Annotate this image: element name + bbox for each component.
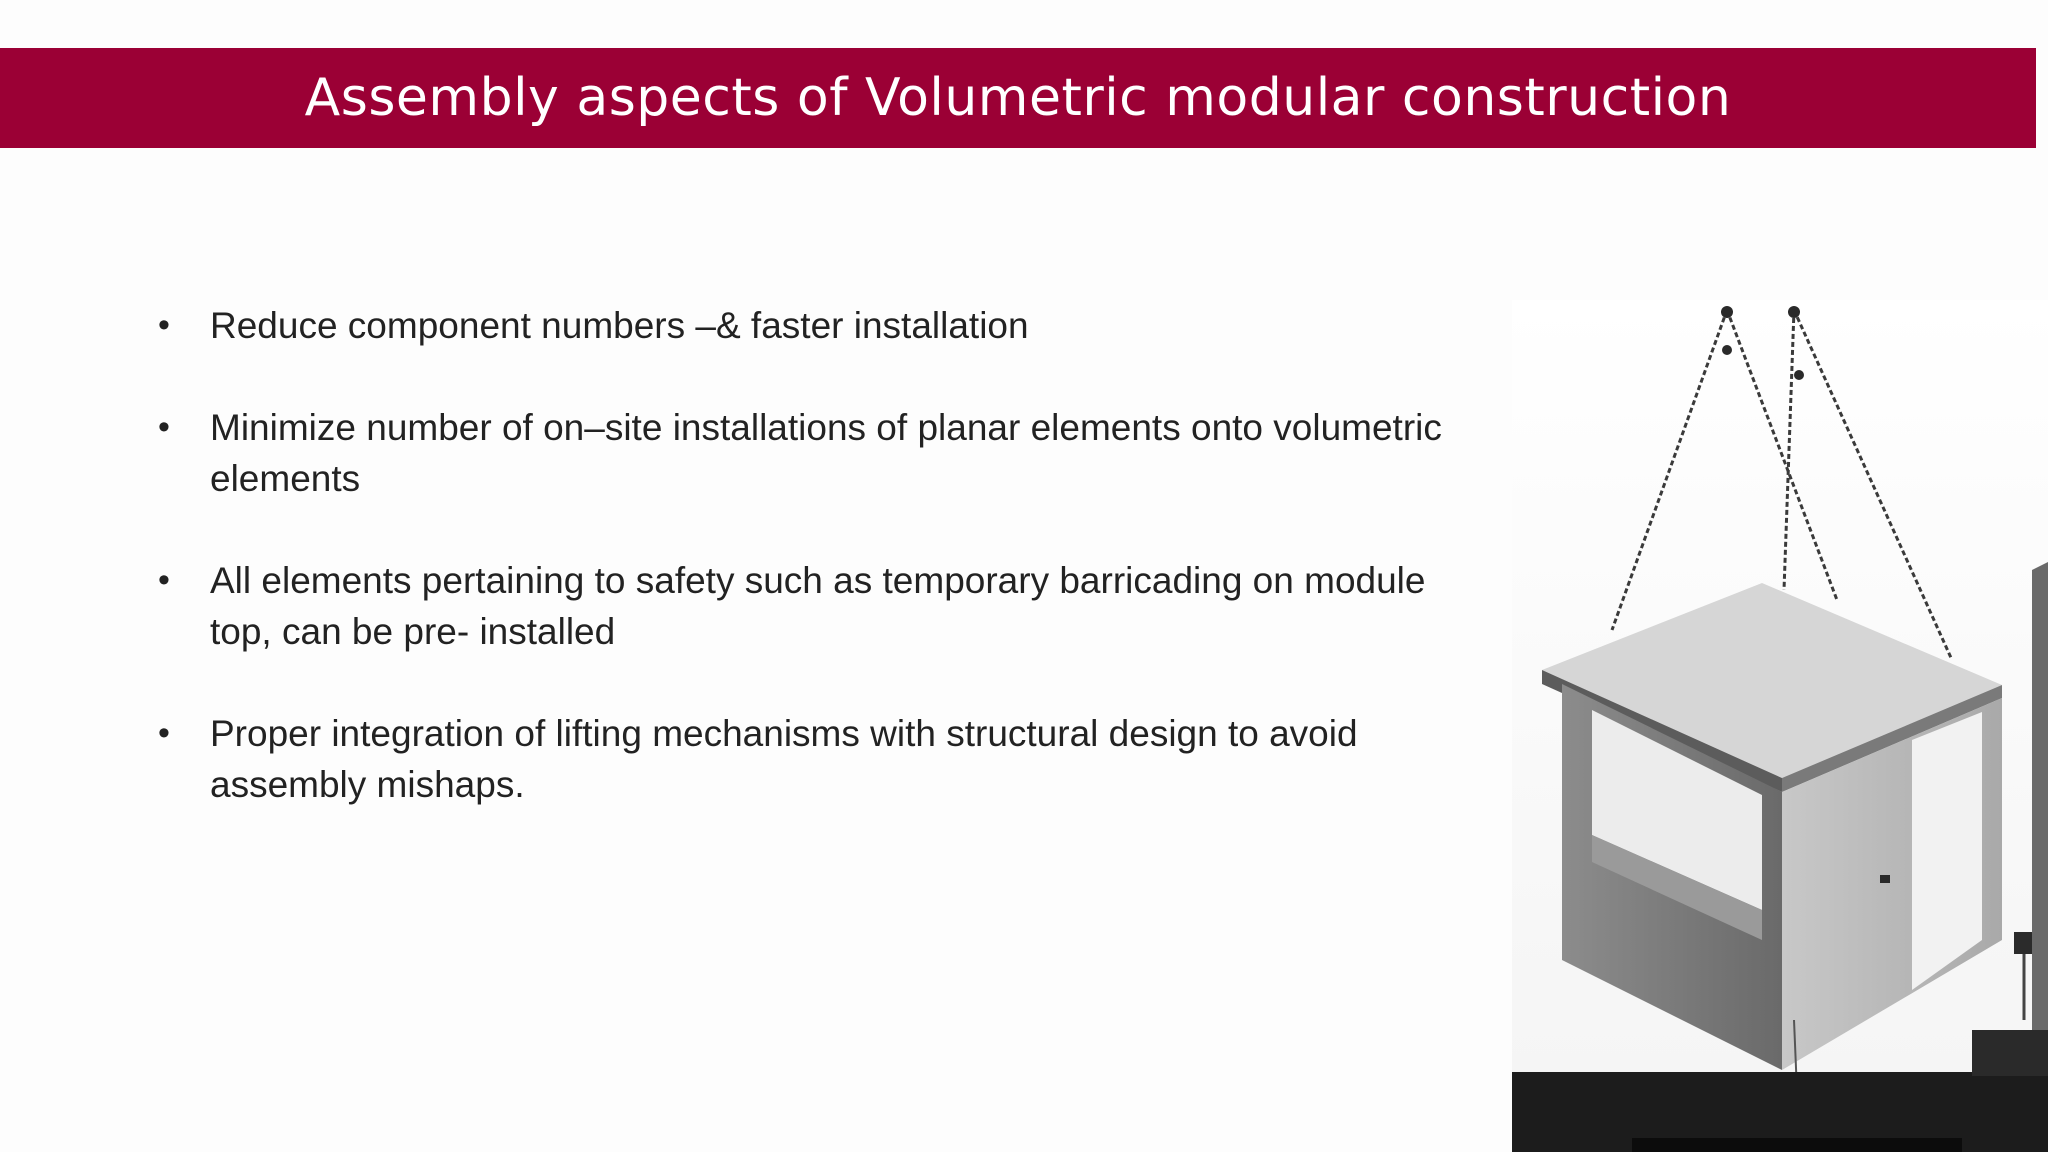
bullet-icon: • (158, 408, 170, 446)
ground-shadow (1632, 1138, 1962, 1152)
bullet-icon: • (158, 714, 170, 752)
bullet-text: Minimize number of on–site installations of planar elements onto volumetric elements (210, 407, 1442, 499)
bullet-text: Reduce component numbers –& faster installation (210, 305, 1029, 346)
concrete-module-photo (1512, 300, 2048, 1152)
lifting-slot-icon (1880, 875, 1890, 883)
ground-block (1972, 1030, 2048, 1076)
bullet-text: All elements pertaining to safety such as temporary barricading on module top, can be pre- installed (210, 560, 1426, 652)
slide-title: Assembly aspects of Volumetric modular construction (304, 68, 1732, 128)
bullet-list (150, 300, 1450, 861)
bullet-item (150, 555, 1450, 657)
bullet-item (150, 300, 1450, 351)
bullet-icon: • (158, 306, 170, 344)
lamp-icon (2014, 932, 2034, 954)
bullet-icon: • (158, 561, 170, 599)
bullet-item (150, 402, 1450, 504)
bullet-item (150, 708, 1450, 810)
title-bar (0, 48, 2036, 148)
bullet-text: Proper integration of lifting mechanisms with structural design to avoid assembly mishaps. (210, 713, 1358, 805)
